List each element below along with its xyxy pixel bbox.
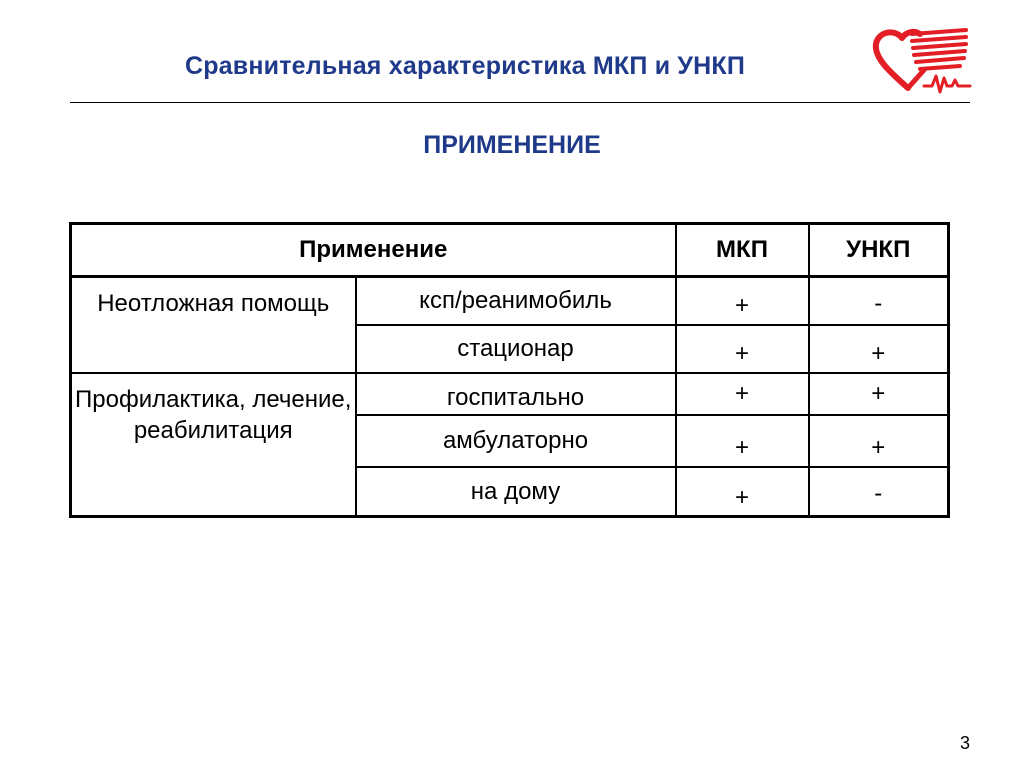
mkp-mark: + — [676, 325, 809, 373]
unkp-mark: + — [809, 373, 949, 415]
comparison-table — [69, 222, 950, 518]
setting-cell: госпитально — [356, 373, 676, 415]
title-divider — [70, 102, 970, 103]
header-mkp: МКП — [676, 224, 809, 277]
unkp-mark: - — [809, 467, 949, 517]
table-row — [71, 277, 949, 325]
unkp-mark: - — [809, 277, 949, 325]
mkp-mark: + — [676, 373, 809, 415]
table-header-row — [71, 224, 949, 277]
slide-title: Сравнительная характеристика МКП и УНКП — [184, 52, 746, 80]
heart-waves-logo-icon — [868, 24, 974, 94]
header-application: Применение — [71, 224, 676, 277]
unkp-mark: + — [809, 415, 949, 467]
setting-cell: на дому — [356, 467, 676, 517]
unkp-mark: + — [809, 325, 949, 373]
page-number: 3 — [959, 733, 970, 753]
setting-cell: стационар — [356, 325, 676, 373]
mkp-mark: + — [676, 415, 809, 467]
mkp-mark: + — [676, 467, 809, 517]
group-label-prevention: Профилактика, лечение, реабилитация — [71, 373, 356, 517]
setting-cell: ксп/реанимобиль — [356, 277, 676, 325]
setting-cell: амбулаторно — [356, 415, 676, 467]
mkp-mark: + — [676, 277, 809, 325]
table-row — [71, 373, 949, 415]
group-label-emergency: Неотложная помощь — [71, 277, 356, 373]
header-unkp: УНКП — [809, 224, 949, 277]
section-heading: ПРИМЕНЕНИЕ — [423, 131, 601, 159]
